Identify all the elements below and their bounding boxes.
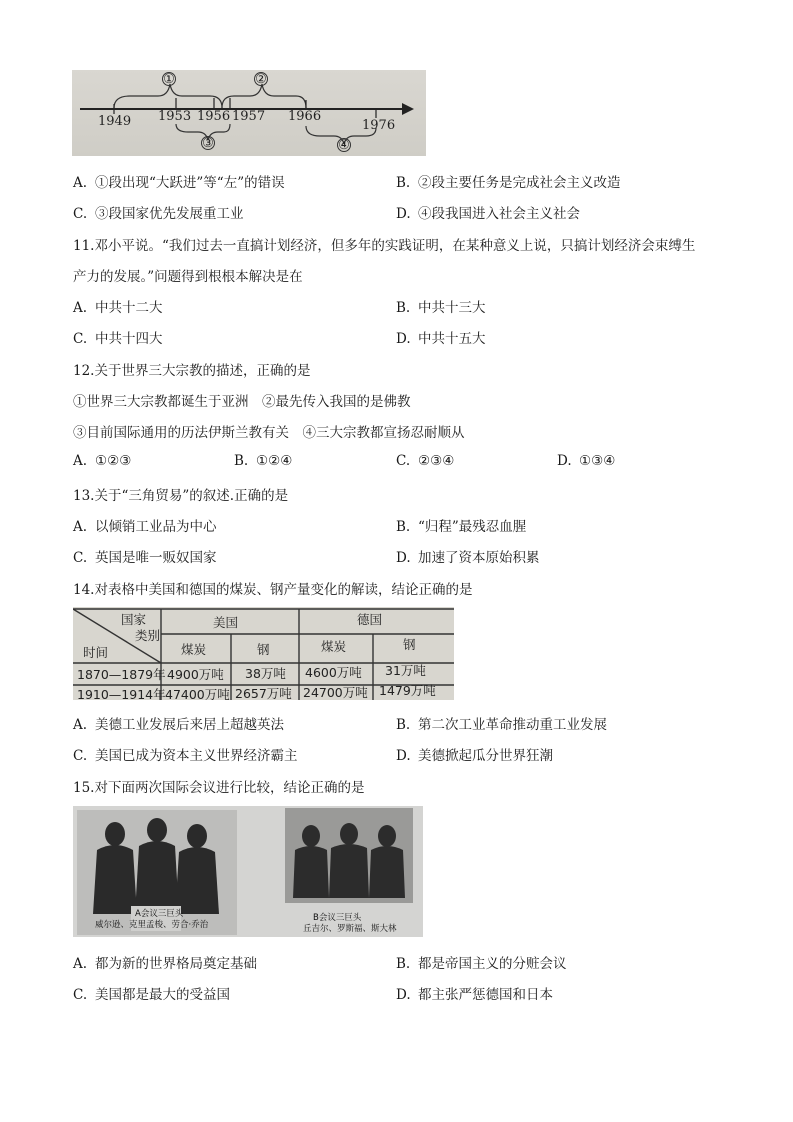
- conference-photos-figure: [73, 806, 423, 937]
- table-row2-germany-steel: 1479万吨: [379, 683, 436, 698]
- table-row2-usa-coal: 47400万吨: [165, 687, 230, 700]
- table-corner-category: 类别: [135, 628, 161, 643]
- table-header-germany: 德国: [357, 612, 383, 627]
- q13-stem: 13.关于“三角贸易”的叙述.正确的是: [73, 488, 289, 504]
- year-1957: 1957: [232, 109, 266, 124]
- q14-option-c[interactable]: C. 美国已成为资本主义世界经济霸主: [73, 748, 298, 764]
- photo-a-caption-title: A会议三巨头: [135, 909, 184, 919]
- table-row1-time: 1870—1879年: [77, 667, 166, 682]
- table-corner-time: 时间: [83, 645, 109, 660]
- q12-statement2: ③目前国际通用的历法伊斯兰教有关 ④三大宗教都宣扬忍耐顺从: [73, 425, 465, 441]
- table-row2-usa-steel: 2657万吨: [235, 686, 292, 700]
- q13-option-c[interactable]: C. 英国是唯一贩奴国家: [73, 550, 217, 566]
- photo-a-caption-names: 威尔逊、克里孟梭、劳合·乔治: [95, 920, 209, 930]
- table-header-usa-steel: 钢: [257, 642, 270, 657]
- q10-option-a[interactable]: A. ①段出现“大跃进”等“左”的错误: [73, 175, 285, 191]
- timeline-svg: [72, 70, 426, 156]
- timeline-arrow: [402, 103, 414, 115]
- table-row1-germany-steel: 31万吨: [385, 663, 426, 678]
- year-1953: 1953: [158, 109, 192, 124]
- photo-a-figures: [93, 818, 219, 914]
- table-row1-germany-coal: 4600万吨: [305, 665, 362, 680]
- q12-option-a[interactable]: A. ①②③: [73, 453, 132, 469]
- q10-option-b[interactable]: B. ②段主要任务是完成社会主义改造: [396, 175, 621, 191]
- conference-photos-svg: [73, 806, 423, 937]
- bracket-2: [222, 84, 306, 108]
- year-1966: 1966: [288, 109, 322, 124]
- table-row1-usa-coal: 4900万吨: [167, 667, 224, 682]
- q11-option-c[interactable]: C. 中共十四大: [73, 331, 163, 347]
- year-1949: 1949: [98, 114, 132, 129]
- table-header-germany-steel: 钢: [403, 637, 416, 652]
- q12-option-d[interactable]: D. ①③④: [557, 453, 616, 469]
- q15-option-d[interactable]: D. 都主张严惩德国和日本: [396, 987, 553, 1003]
- bracket-label-3: ③: [202, 136, 214, 151]
- bracket-1: [114, 84, 222, 108]
- q13-option-a[interactable]: A. 以倾销工业品为中心: [73, 519, 217, 535]
- q11-stem-line1: 11.邓小平说。“我们过去一直搞计划经济，但多年的实践证明，在某种意义上说，只搞计划经济会束缚生: [73, 238, 696, 254]
- q14-option-d[interactable]: D. 美德掀起瓜分世界狂潮: [396, 748, 553, 764]
- q11-option-d[interactable]: D. 中共十五大: [396, 331, 486, 347]
- table-header-usa: 美国: [213, 615, 239, 630]
- bracket-label-2: ②: [255, 72, 267, 87]
- photo-b-caption-title: B会议三巨头: [313, 913, 362, 923]
- q15-option-c[interactable]: C. 美国都是最大的受益国: [73, 987, 230, 1003]
- table-header-germany-coal: 煤炭: [321, 639, 347, 654]
- q13-option-d[interactable]: D. 加速了资本原始积累: [396, 550, 540, 566]
- q11-stem-line2: 产力的发展。”问题得到根根本解决是在: [73, 269, 303, 285]
- timeline-figure: [72, 70, 426, 156]
- production-table-svg: [73, 607, 454, 700]
- q13-option-b[interactable]: B. “归程”最残忍血腥: [396, 519, 527, 535]
- q10-option-d[interactable]: D. ④段我国进入社会主义社会: [396, 206, 580, 222]
- table-header-usa-coal: 煤炭: [181, 642, 207, 657]
- q12-option-b[interactable]: B. ①②④: [234, 453, 293, 469]
- photo-b-figures: [293, 823, 405, 898]
- q10-option-c[interactable]: C. ③段国家优先发展重工业: [73, 206, 244, 222]
- year-1956: 1956: [197, 109, 231, 124]
- table-row2-germany-coal: 24700万吨: [303, 685, 368, 700]
- q11-option-a[interactable]: A. 中共十二大: [73, 300, 163, 316]
- q11-option-b[interactable]: B. 中共十三大: [396, 300, 486, 316]
- table-row1-usa-steel: 38万吨: [245, 666, 286, 681]
- table-row2-time: 1910—1914年: [77, 687, 166, 700]
- q15-stem: 15.对下面两次国际会议进行比较，结论正确的是: [73, 780, 365, 796]
- q15-option-a[interactable]: A. 都为新的世界格局奠定基础: [73, 956, 257, 972]
- q14-option-b[interactable]: B. 第二次工业革命推动重工业发展: [396, 717, 607, 733]
- q12-statement1: ①世界三大宗教都诞生于亚洲 ②最先传入我国的是佛教: [73, 394, 411, 410]
- year-1976: 1976: [362, 118, 396, 133]
- q12-stem: 12.关于世界三大宗教的描述，正确的是: [73, 363, 311, 379]
- bracket-label-4: ④: [338, 138, 350, 153]
- q15-option-b[interactable]: B. 都是帝国主义的分赃会议: [396, 956, 567, 972]
- q14-option-a[interactable]: A. 美德工业发展后来居上超越英法: [73, 717, 284, 733]
- photo-b-caption-names: 丘吉尔、罗斯福、斯大林: [303, 924, 397, 934]
- q14-stem: 14.对表格中美国和德国的煤炭、钢产量变化的解读，结论正确的是: [73, 582, 473, 598]
- production-table-figure: [73, 607, 454, 700]
- bracket-label-1: ①: [163, 72, 175, 87]
- table-corner-country: 国家: [121, 612, 147, 627]
- q12-option-c[interactable]: C. ②③④: [396, 453, 455, 469]
